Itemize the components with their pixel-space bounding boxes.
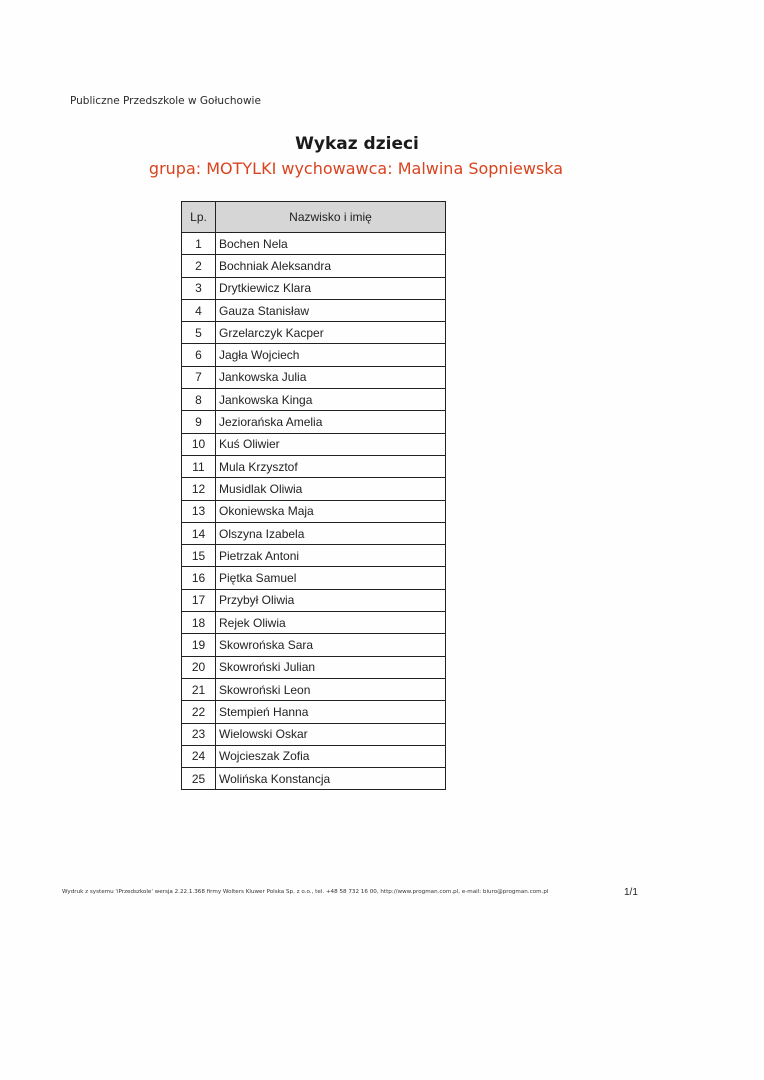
table-row — [182, 701, 446, 723]
row-number: 19 — [182, 634, 216, 656]
row-number: 4 — [182, 299, 216, 321]
table-row — [182, 589, 446, 611]
row-number: 17 — [182, 589, 216, 611]
row-number: 7 — [182, 366, 216, 388]
child-name: Grzelarczyk Kacper — [216, 322, 446, 344]
child-name: Bochen Nela — [216, 233, 446, 255]
table-row — [182, 433, 446, 455]
institution-name: Publiczne Przedszkole w Gołuchowie — [70, 95, 261, 107]
row-number: 15 — [182, 545, 216, 567]
child-name: Pietrzak Antoni — [216, 545, 446, 567]
table-header-row — [182, 202, 446, 233]
table-row — [182, 322, 446, 344]
child-name: Jankowska Julia — [216, 366, 446, 388]
row-number: 14 — [182, 522, 216, 544]
child-name: Skowroński Julian — [216, 656, 446, 678]
table-row — [182, 723, 446, 745]
document-title: Wykaz dzieci — [295, 134, 419, 154]
child-name: Piętka Samuel — [216, 567, 446, 589]
row-number: 16 — [182, 567, 216, 589]
row-number: 13 — [182, 500, 216, 522]
table-row — [182, 411, 446, 433]
table-row — [182, 656, 446, 678]
child-name: Jankowska Kinga — [216, 389, 446, 411]
child-name: Przybył Oliwia — [216, 589, 446, 611]
column-header-lp: Lp. — [182, 202, 216, 233]
row-number: 3 — [182, 277, 216, 299]
table-row — [182, 545, 446, 567]
row-number: 6 — [182, 344, 216, 366]
child-name: Jagła Wojciech — [216, 344, 446, 366]
table-row — [182, 768, 446, 790]
group-subtitle: grupa: MOTYLKI wychowawca: Malwina Sopniewska — [148, 159, 564, 178]
table-row — [182, 299, 446, 321]
child-name: Wolińska Konstancja — [216, 768, 446, 790]
table-row — [182, 678, 446, 700]
row-number: 8 — [182, 389, 216, 411]
row-number: 21 — [182, 678, 216, 700]
row-number: 1 — [182, 233, 216, 255]
table-row — [182, 478, 446, 500]
child-name: Olszyna Izabela — [216, 522, 446, 544]
row-number: 9 — [182, 411, 216, 433]
row-number: 23 — [182, 723, 216, 745]
table-row — [182, 745, 446, 767]
table-row — [182, 389, 446, 411]
child-name: Kuś Oliwier — [216, 433, 446, 455]
table-row — [182, 233, 446, 255]
child-name: Wielowski Oskar — [216, 723, 446, 745]
table-row — [182, 634, 446, 656]
table-row — [182, 612, 446, 634]
child-name: Skowroński Leon — [216, 678, 446, 700]
row-number: 12 — [182, 478, 216, 500]
child-name: Drytkiewicz Klara — [216, 277, 446, 299]
child-name: Stempień Hanna — [216, 701, 446, 723]
table-row — [182, 366, 446, 388]
row-number: 20 — [182, 656, 216, 678]
child-name: Jeziorańska Amelia — [216, 411, 446, 433]
table-row — [182, 255, 446, 277]
row-number: 5 — [182, 322, 216, 344]
row-number: 22 — [182, 701, 216, 723]
child-name: Gauza Stanisław — [216, 299, 446, 321]
table-row — [182, 277, 446, 299]
table-row — [182, 500, 446, 522]
child-name: Okoniewska Maja — [216, 500, 446, 522]
row-number: 11 — [182, 455, 216, 477]
row-number: 25 — [182, 768, 216, 790]
child-name: Musidlak Oliwia — [216, 478, 446, 500]
page-number: 1/1 — [624, 887, 638, 898]
child-name: Bochniak Aleksandra — [216, 255, 446, 277]
row-number: 10 — [182, 433, 216, 455]
child-name: Skowrońska Sara — [216, 634, 446, 656]
table-row — [182, 344, 446, 366]
child-name: Wojcieszak Zofia — [216, 745, 446, 767]
row-number: 24 — [182, 745, 216, 767]
child-name: Mula Krzysztof — [216, 455, 446, 477]
column-header-name: Nazwisko i imię — [216, 202, 446, 233]
row-number: 2 — [182, 255, 216, 277]
child-name: Rejek Oliwia — [216, 612, 446, 634]
row-number: 18 — [182, 612, 216, 634]
table-row — [182, 522, 446, 544]
printout-footer: Wydruk z systemu 'iPrzedszkole' wersja 2.22.1.368 firmy Wolters Kluwer Polska Sp. z o.o., tel. +48 58 732 16 00, http://www.progman.com.pl, e-mail: biuro@progman.com.pl — [62, 889, 549, 895]
children-table — [181, 201, 446, 790]
table-row — [182, 567, 446, 589]
table-row — [182, 455, 446, 477]
